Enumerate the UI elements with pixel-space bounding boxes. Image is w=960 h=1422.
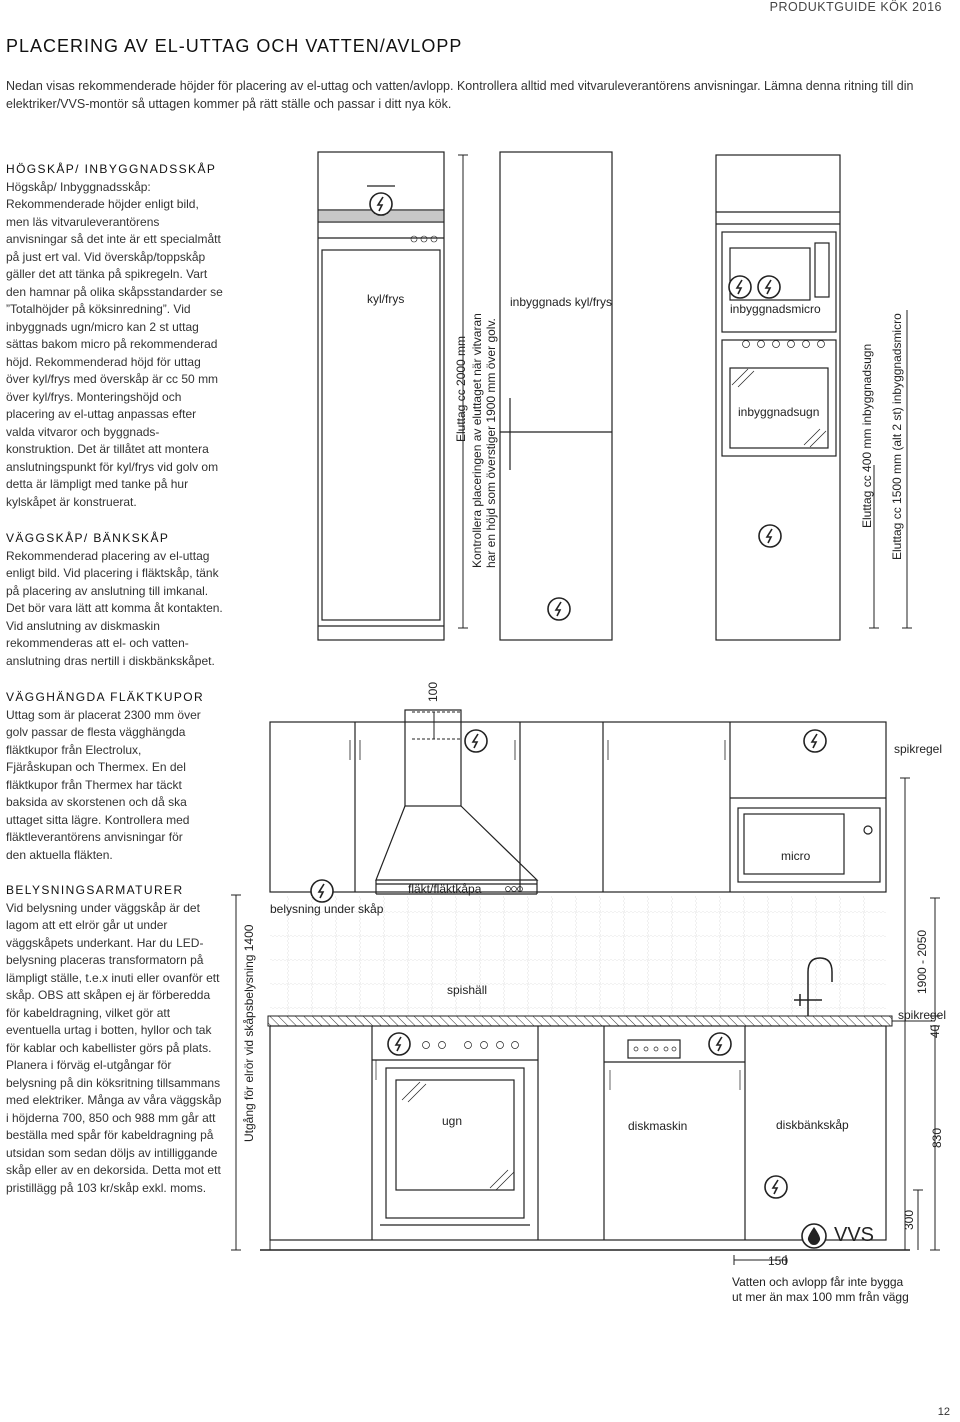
label-belysning: belysning under skåp bbox=[270, 902, 384, 916]
base-cabinets bbox=[270, 1026, 886, 1240]
label-kylfrys: kyl/frys bbox=[367, 292, 405, 306]
section-heading: HÖGSKÅP/ INBYGGNADSSKÅP bbox=[6, 162, 217, 176]
tall-cabinet-inbyggnad bbox=[500, 152, 612, 640]
label-eluttag-400: Eluttag cc 400 mm inbyggnadsugn bbox=[860, 343, 874, 528]
water-drop-icon bbox=[802, 1224, 826, 1248]
label-flakt: fläkt/fläktkåpa bbox=[408, 882, 482, 896]
label-vvs: VVS bbox=[834, 1224, 875, 1246]
tall-cabinet-kylfrys bbox=[318, 152, 444, 640]
label-kontrollera: Kontrollera placeringen av eluttaget när vitvaran bbox=[470, 313, 484, 568]
label-dim-100: 100 bbox=[426, 681, 440, 702]
wall-cabinets bbox=[270, 722, 886, 892]
section-heading: VÄGGSKÅP/ BÄNKSKÅP bbox=[6, 531, 170, 545]
section-body: Rekommenderad placering av el-uttag enligt bild. Vid placering i fläktskåp, tänk på placering av anslutning till imkanal. Det bör vara lätt att komma åt kontakten. Vid anslutning av diskmaskin rekommenderas att el- och vatten-anslutning dras nertill i diskbänkskåpet. bbox=[6, 548, 223, 668]
label-inbyggnads-kylfrys: inbyggnads kyl/frys bbox=[510, 295, 613, 309]
power-outlet-icon bbox=[765, 1176, 787, 1198]
section-body: Uttag som är placerat 2300 mm över golv passar de flesta vägghängda fläktkupor från Electrolux, Fjäråskupan och Thermex. En del fläktkupor från Thermex har täckt baksida av skorstenen och då ska uttaget sitta lägre. Kontrollera med fläktleverantörens anvisningar för den aktuella fläkten. bbox=[6, 707, 201, 862]
label-dim-40: 40 bbox=[928, 1024, 942, 1038]
power-outlet-icon bbox=[370, 193, 392, 215]
power-outlet-icon bbox=[729, 276, 751, 298]
label-eluttag-2000: Eluttag cc 2000 mm bbox=[454, 335, 468, 442]
power-outlet-icon bbox=[759, 525, 781, 547]
guide-title: PRODUKTGUIDE KÖK 2016 bbox=[769, 0, 942, 14]
label-kontrollera-2: har en höjd som överstiger 1900 mm över golv. bbox=[484, 318, 498, 568]
label-dim-300: 300 bbox=[902, 1209, 916, 1230]
power-outlet-icon bbox=[548, 598, 570, 620]
label-spikregel-mid: spikregel bbox=[898, 1008, 947, 1022]
section-heading: VÄGGHÄNGDA FLÄKTKUPOR bbox=[6, 690, 205, 704]
label-spishall: spishäll bbox=[447, 983, 488, 997]
label-ugn: ugn bbox=[442, 1114, 463, 1128]
label-eluttag-1500: Eluttag cc 1500 mm (alt 2 st) inbyggnadsmicro bbox=[890, 313, 904, 560]
label-utgang: Utgång för elrör vid skåpsbelysning 1400 bbox=[242, 924, 256, 1142]
power-outlet-icon bbox=[465, 730, 487, 752]
label-inbyggnadsmicro: inbyggnadsmicro bbox=[730, 302, 821, 316]
label-micro: micro bbox=[781, 849, 811, 863]
section-heading: BELYSNINGSARMATURER bbox=[6, 883, 184, 897]
power-outlet-icon bbox=[709, 1033, 731, 1055]
hood bbox=[376, 710, 537, 894]
label-spikregel-top: spikregel bbox=[894, 742, 943, 756]
tall-cabinet-ugn-micro bbox=[716, 155, 840, 640]
page-title: PLACERING AV EL-UTTAG OCH VATTEN/AVLOPP bbox=[6, 36, 463, 56]
power-outlet-icon bbox=[758, 276, 780, 298]
label-dim-830: 830 bbox=[930, 1127, 944, 1148]
power-outlet-icon bbox=[388, 1033, 410, 1055]
countertop bbox=[268, 1016, 892, 1026]
label-vvs-note: Vatten och avlopp får inte bygga ut mer än max 100 mm från vägg bbox=[732, 1275, 909, 1304]
label-inbyggnadsugn: inbyggnadsugn bbox=[738, 405, 820, 419]
label-dim-150: 150 bbox=[768, 1254, 789, 1268]
page-number: 12 bbox=[937, 1406, 950, 1418]
intro-text: Nedan visas rekommenderade höjder för placering av el-uttag och vatten/avlopp. Kontrollera alltid med vitvaruleverantörens anvisningar. Lämna denna ritning till din elektriker/VVS-montör så uttagen kommer på rätt ställe och passar i ditt nya kök. bbox=[6, 79, 914, 111]
power-outlet-icon bbox=[804, 730, 826, 752]
label-diskbankskap: diskbänkskåp bbox=[776, 1118, 849, 1132]
section-body: Högskåp/ Inbyggnadsskåp: Rekommenderade höjder enligt bild, men läs vitvaruleverantörens anvisningar så det inte är ett specialmått på just ert val. Vid överskåp/toppskåp gäller det att tänka på spikregeln. Vart den hamnar på olika skåpsstandarder se ”Totalhöjder på köksinredning”. Vid inbyggnads ugn/micro kan 2 st uttag sättas bakom micro på rekommenderad höjd. Rekommenderad höjd för uttag över kyl/frys med överskåp är cc 50 mm över kyl/frys. Monteringshöjd och placering av el-uttag anpassas efter valda vitvaror och byggnads-konstruktion. Det är tillåtet att montera anslutningspunkt för kyl/frys vid golv om detta är lämpligt med tanke på hur kylskåpet är konstruerat. bbox=[6, 179, 223, 509]
section-body: Vid belysning under väggskåp är det lagom att ett elrör går ut under väggskåpets underkant. Har du LED-belysning placeras transformatorn på lämpligt ställe, t.e.x inuti eller ovanför ett skåp. OBS att skåpen ej är förberedda för kabeldragning, vilket gör att eventuella urtag i botten, hyllor och tak för kablar och kabellister görs på plats. Planera i förväg el-utgångar för belysning på din köksritning tillsammans med elektriker. Många av våra väggskåp i höjderna 700, 850 och 988 mm går att beställa med spår för kabeldragning på utsidan som sedan döljs av intilliggande skåp eller av en dekorsida. Detta mot ett pristillägg på 103 kr/skåp exkl. moms. bbox=[6, 900, 222, 1195]
label-diskmaskin: diskmaskin bbox=[628, 1119, 688, 1133]
label-dim-1900: 1900 - 2050 bbox=[915, 929, 929, 994]
